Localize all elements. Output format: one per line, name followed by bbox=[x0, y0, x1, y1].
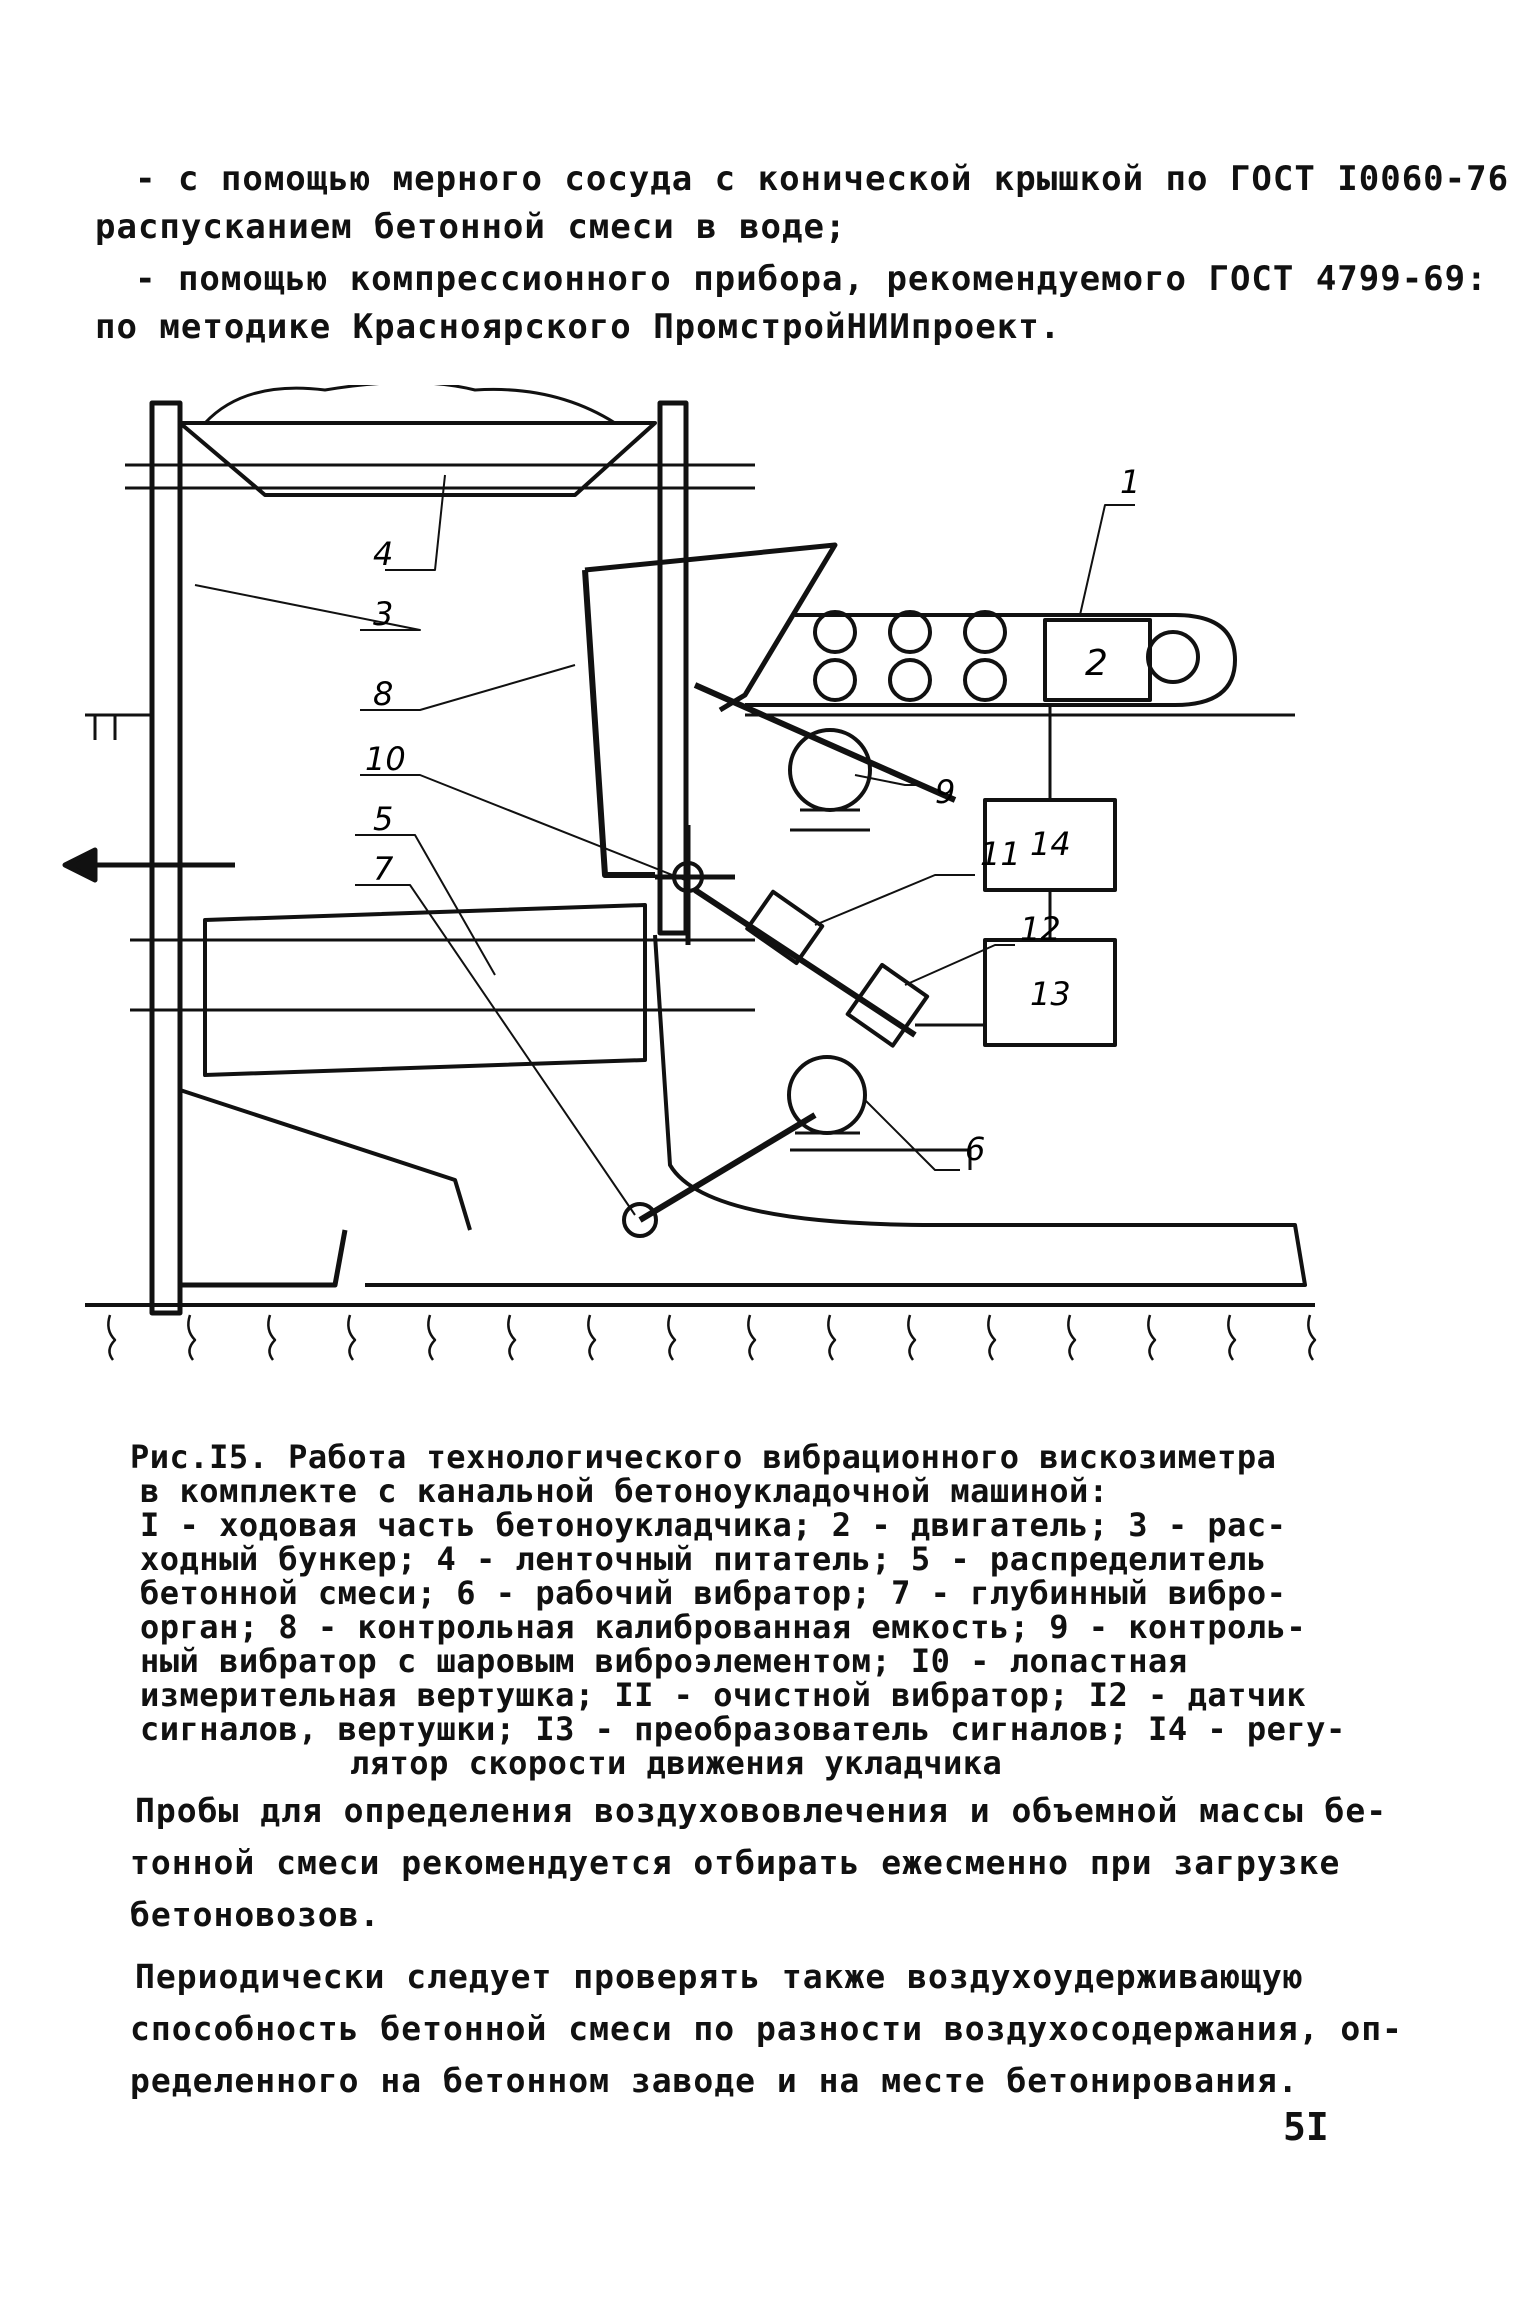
figure-label-9: 9 bbox=[935, 773, 956, 811]
figure-label-5: 5 bbox=[373, 800, 394, 838]
figure-label-6: 6 bbox=[965, 1130, 986, 1168]
caption-line: в комплекте с канальной бетоноукладочной машиной: bbox=[140, 1472, 1109, 1510]
caption-line: измерительная вертушка; II - очистной вибратор; I2 - датчик bbox=[140, 1676, 1307, 1714]
feeder-hopper bbox=[180, 423, 655, 495]
figure-label-1: 1 bbox=[1120, 463, 1141, 501]
figure-caption bbox=[130, 1440, 1370, 1780]
body-line: тонной смеси рекомендуется отбирать ежесменно при загрузке bbox=[130, 1843, 1341, 1882]
intro-text bbox=[95, 155, 1510, 351]
caption-line: ходный бункер; 4 - ленточный питатель; 5 - распределитель bbox=[140, 1540, 1267, 1578]
intro-line: - помощью компрессионного прибора, рекомендуемого ГОСТ 4799-69: bbox=[135, 259, 1488, 299]
calibrated-container bbox=[585, 545, 835, 710]
body-line: Пробы для определения воздухововлечения и объемной массы бе- bbox=[135, 1791, 1388, 1830]
feeder-material bbox=[205, 385, 615, 423]
container-wall bbox=[585, 570, 655, 875]
figure-label-14: 14 bbox=[1030, 825, 1071, 863]
caption-line: сигналов, вертушки; I3 - преобразователь сигналов; I4 - регу- bbox=[140, 1710, 1346, 1748]
intro-line: - с помощью мерного сосуда с конической крышкой по ГОСТ I0060-76 bbox=[135, 159, 1510, 199]
caption-line: орган; 8 - контрольная калиброванная емкость; 9 - контроль- bbox=[140, 1608, 1307, 1646]
body-line: способность бетонной смеси по разности воздухосодержания, оп- bbox=[130, 2009, 1403, 2048]
caption-line: ный вибратор с шаровым виброэлементом; I0 - лопастная bbox=[140, 1642, 1188, 1680]
figure-label-13: 13 bbox=[1030, 975, 1071, 1013]
caption-line: I - ходовая часть бетоноукладчика; 2 - двигатель; 3 - рас- bbox=[140, 1506, 1287, 1544]
figure-label-4: 4 bbox=[373, 535, 394, 573]
body-text bbox=[130, 1785, 1403, 2107]
caption-line: лятор скорости движения укладчика bbox=[350, 1744, 1003, 1782]
conveyor-rollers bbox=[815, 612, 1198, 700]
body-line: ределенного на бетонном заводе и на месте бетонирования. bbox=[130, 2061, 1299, 2100]
figure-label-11: 11 bbox=[980, 835, 1021, 873]
figure-label-2: 2 bbox=[1085, 643, 1108, 684]
left-frame-column bbox=[152, 403, 180, 1313]
intro-line: по методике Красноярского ПромстройНИИпроект. bbox=[95, 307, 1062, 347]
page-number: 5I bbox=[1283, 2105, 1329, 2149]
intro-line: распусканием бетонной смеси в воде; bbox=[95, 207, 847, 247]
distributor bbox=[205, 905, 645, 1075]
right-frame-column bbox=[660, 403, 686, 933]
body-line: Периодически следует проверять также воздухоудерживающую bbox=[135, 1957, 1304, 1996]
figure-label-3: 3 bbox=[373, 595, 394, 633]
figure-label-10: 10 bbox=[365, 740, 406, 778]
figure-label-8: 8 bbox=[373, 675, 394, 713]
caption-line: бетонной смеси; 6 - рабочий вибратор; 7 - глубинный вибро- bbox=[140, 1574, 1287, 1612]
concrete-mix-bottom bbox=[180, 935, 1305, 1285]
figure-label-12: 12 bbox=[1020, 910, 1061, 948]
body-line: бетоновозов. bbox=[130, 1895, 381, 1934]
technical-figure bbox=[55, 385, 1355, 1395]
caption-line: Рис.I5. Работа технологического вибрационного вискозиметра bbox=[130, 1438, 1277, 1476]
ground-left bbox=[85, 715, 152, 740]
figure-label-7: 7 bbox=[373, 850, 394, 888]
